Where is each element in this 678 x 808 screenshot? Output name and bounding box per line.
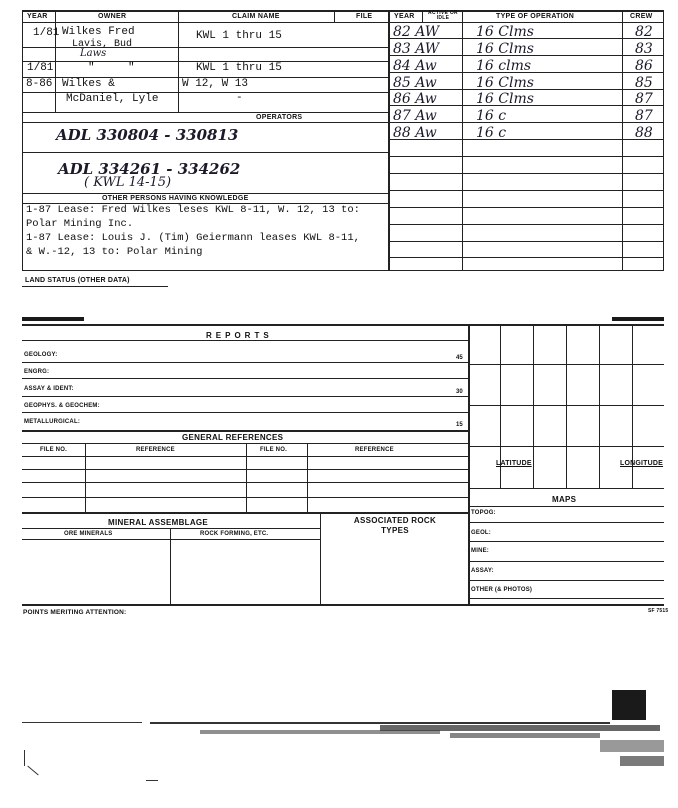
activity-type: 16 Clms — [476, 91, 534, 107]
report-label-assay: ASSAY & IDENT: — [24, 386, 74, 392]
report-number: 45 — [456, 355, 463, 361]
map-other: OTHER (& PHOTOS) — [471, 587, 533, 593]
activity-crew: 82 — [635, 24, 653, 40]
activity-crew: 83 — [635, 41, 653, 57]
map-mine: MINE: — [471, 548, 489, 554]
map-geol: GEOL: — [471, 530, 491, 536]
owner-row-year: 8-86 — [26, 78, 53, 90]
activity-crew: 87 — [635, 91, 653, 107]
owner-row-owner: Wilkes & — [62, 78, 115, 90]
activity-type: 16 c — [476, 125, 507, 141]
map-assay: ASSAY: — [471, 568, 494, 574]
activity-year-status: 83 AW — [393, 41, 440, 57]
activity-year-status: 86 Aw — [393, 91, 437, 107]
rock-forming-label: ROCK FORMING, ETC. — [200, 531, 269, 537]
activity-crew: 88 — [635, 125, 653, 141]
associated-rock-types-label: ASSOCIATED ROCK TYPES — [353, 516, 437, 535]
header-claim-name: CLAIM NAME — [232, 13, 280, 20]
ref-header: REFERENCE — [136, 447, 175, 453]
ref-header: FILE NO. — [40, 447, 67, 453]
header-year: YEAR — [27, 13, 48, 20]
activity-type: 16 Clms — [476, 75, 534, 91]
activity-year-status: 88 Aw — [393, 125, 437, 141]
maps-title: MAPS — [552, 495, 577, 504]
activity-year-status: 84 Aw — [393, 58, 437, 74]
other-persons-line: & W.-12, 13 to: Polar Mining — [26, 246, 203, 258]
activity-type: 16 clms — [476, 58, 532, 74]
report-label-engineering: ENGRG: — [24, 369, 50, 375]
activity-year-status: 87 Aw — [393, 108, 437, 124]
owner-row-ditto: " — [128, 62, 135, 74]
owner-row-owner: McDaniel, Lyle — [66, 93, 159, 105]
owner-row-claim: KWL 1 thru 15 — [196, 62, 282, 74]
header-file: FILE — [356, 13, 373, 20]
owner-row-claim: W 12, W 13 — [182, 78, 249, 90]
ore-minerals-label: ORE MINERALS — [64, 531, 113, 537]
header-owner: OWNER — [98, 13, 127, 20]
land-status-label: LAND STATUS (OTHER DATA) — [25, 277, 130, 284]
form-number: SF 7515 — [648, 608, 669, 614]
header-crew: CREW — [630, 13, 653, 20]
report-number: 30 — [456, 389, 463, 395]
operators-line: ( KWL 14-15) — [84, 175, 172, 190]
other-persons-line: Polar Mining Inc. — [26, 218, 134, 230]
owner-row-year: 1/81 — [33, 27, 60, 39]
report-label-geophys: GEOPHYS. & GEOCHEM: — [24, 403, 100, 409]
general-references-title: GENERAL REFERENCES — [182, 433, 284, 442]
activity-crew: 86 — [635, 58, 653, 74]
owner-row-year: 1/81 — [27, 62, 54, 74]
latitude-label: LATITUDE — [496, 460, 532, 467]
activity-crew: 87 — [635, 108, 653, 124]
handwritten-owner-name: Laws — [80, 48, 107, 59]
reports-title: REPORTS — [206, 331, 273, 340]
ref-header: FILE NO. — [260, 447, 287, 453]
owner-row-claim: - — [236, 92, 243, 104]
other-persons-line: 1-87 Lease: Fred Wilkes leses KWL 8-11, W. 12, 13 to: — [26, 204, 360, 216]
activity-type: 16 c — [476, 108, 507, 124]
report-label-geology: GEOLOGY: — [24, 352, 58, 358]
ref-header: REFERENCE — [355, 447, 394, 453]
activity-type: 16 Clms — [476, 24, 534, 40]
other-persons-line: 1-87 Lease: Louis J. (Tim) Geiermann leases KWL 8-11, — [26, 232, 360, 244]
operators-line: ADL 334261 - 334262 — [58, 160, 241, 178]
activity-year-status: 82 AW — [393, 24, 440, 40]
activity-year-status: 85 Aw — [393, 75, 437, 91]
longitude-label: LONGITUDE — [620, 460, 664, 467]
other-persons-header: OTHER PERSONS HAVING KNOWLEDGE — [102, 195, 249, 202]
header-year-2: YEAR — [394, 13, 415, 20]
operators-line: ADL 330804 - 330813 — [56, 126, 239, 144]
activity-crew: 85 — [635, 75, 653, 91]
map-topog: TOPOG: — [471, 510, 496, 516]
points-meriting-attention-label: POINTS MERITING ATTENTION: — [23, 609, 127, 616]
mineral-assemblage-title: MINERAL ASSEMBLAGE — [108, 518, 209, 527]
owner-row-owner: " — [88, 62, 95, 74]
header-type-of-operation: TYPE OF OPERATION — [496, 13, 575, 20]
operators-header: OPERATORS — [256, 114, 303, 121]
activity-type: 16 Clms — [476, 41, 534, 57]
owner-row-owner: Lavis, Bud — [72, 39, 133, 50]
report-label-metallurgical: METALLURGICAL: — [24, 419, 81, 425]
owner-row-owner: Wilkes Fred — [62, 26, 135, 38]
report-number: 15 — [456, 422, 463, 428]
owner-row-claim: KWL 1 thru 15 — [196, 30, 282, 42]
header-active-idle: ACTIVE OR IDLE — [428, 10, 458, 21]
